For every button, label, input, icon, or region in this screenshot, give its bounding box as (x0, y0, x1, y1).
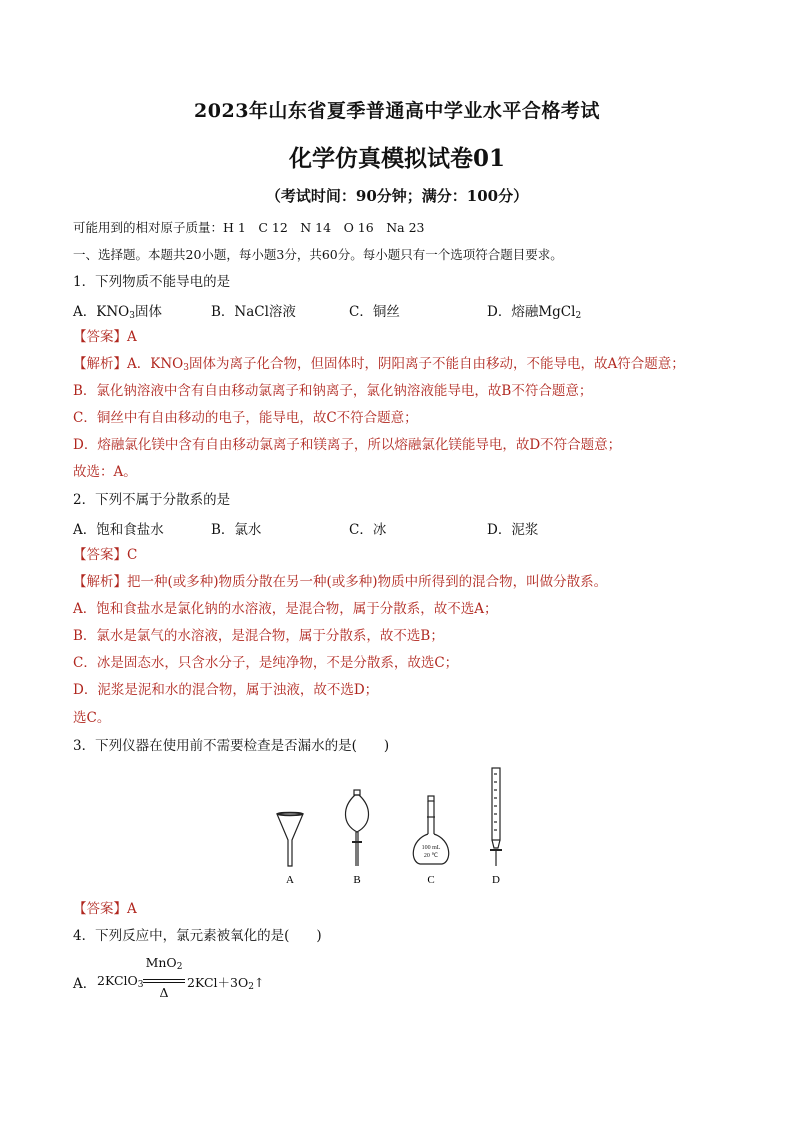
q4-heat-condition: Δ (159, 985, 169, 1000)
lab-apparatus-figure (270, 762, 520, 887)
q2-option-b: B．氯水 (211, 522, 262, 538)
q1-conclusion: 故选：A。 (73, 464, 137, 480)
q2-analysis-d: D．泥浆是泥和水的混合物，属于浊液，故不选D； (73, 682, 379, 698)
q4-stem: 4．下列反应中，氯元素被氧化的是( ) (73, 928, 322, 944)
q4-reactant: 2KClO$_3$ (97, 973, 144, 990)
q2-option-c: C．冰 (349, 522, 387, 538)
exam-info: （考试时间：90分钟；满分：100分） (265, 187, 529, 205)
q3-stem: 3．下列仪器在使用前不需要检查是否漏水的是( ) (73, 738, 390, 754)
q2-option-d: D．泥浆 (487, 522, 539, 538)
q1-stem: 1．下列物质不能导电的是 (73, 274, 231, 290)
flask-volume-label: 100 mL (421, 845, 441, 851)
q1-option-b: B．NaCl溶液 (211, 304, 296, 320)
paper-title: 化学仿真模拟试卷01 (288, 145, 505, 172)
q1-analysis-a: 【解析】A．$KNO_3$固体为离子化合物，但固体时，阴阳离子不能自由移动，不能导电，故A符合题意； (73, 356, 685, 373)
q4-option-a-equation (73, 955, 373, 1003)
q2-analysis-a: A．饱和食盐水是氯化钠的水溶液，是混合物，属于分散系，故不选A； (73, 601, 498, 617)
atomic-masses: 可能用到的相对原子质量：H 1 C 12 N 14 O 16 Na 23 (73, 220, 425, 235)
reaction-bar-bottom (143, 982, 185, 983)
q2-option-a: A．饱和食盐水 (73, 522, 164, 538)
figure-label-b: B (353, 874, 361, 886)
funnel-icon (277, 812, 303, 866)
q1-analysis-d: D．熔融氯化镁中含有自由移动氯离子和镁离子，所以熔融氯化镁能导电，故D不符合题意； (73, 437, 622, 453)
figure-label-a: A (286, 874, 294, 886)
volumetric-flask-icon (413, 796, 448, 864)
q1-analysis-c: C．铜丝中有自由移动的电子，能导电，故C不符合题意； (73, 410, 418, 426)
burette-icon (490, 768, 502, 866)
q2-analysis-b: B．氯水是氯气的水溶液，是混合物，属于分散系，故不选B； (73, 628, 444, 644)
q1-option-c: C．铜丝 (349, 304, 400, 320)
q1-answer: 【答案】A (73, 329, 137, 345)
q1-analysis-b: B．氯化钠溶液中含有自由移动氯离子和钠离子，氯化钠溶液能导电，故B不符合题意； (73, 383, 593, 399)
q4-catalyst: MnO$_2$ (145, 955, 183, 972)
separatory-funnel-icon (345, 790, 368, 866)
exam-title: 2023年山东省夏季普通高中学业水平合格考试 (194, 100, 600, 122)
q3-answer: 【答案】A (73, 901, 137, 917)
q4-products: $2KCl+3O_2↑$ (187, 975, 265, 992)
q2-analysis-c: C．冰是固态水，只含水分子，是纯净物，不是分散系，故选C； (73, 655, 459, 671)
section-intro: 一、选择题。本题共20小题，每小题3分，共60分。每小题只有一个选项符合题目要求。 (73, 247, 563, 262)
figure-label-c: C (427, 874, 435, 886)
q4-option-a-label: A． (73, 976, 97, 992)
q2-conclusion: 选C。 (73, 710, 111, 726)
q2-analysis-intro: 【解析】把一种(或多种)物质分散在另一种(或多种)物质中所得到的混合物，叫做分散系。 (73, 574, 608, 590)
q2-answer: 【答案】C (73, 547, 138, 563)
reaction-bar-top (143, 979, 185, 980)
figure-label-d: D (492, 874, 500, 886)
flask-temp-label: 20 ℃ (423, 853, 439, 859)
q2-stem: 2．下列不属于分散系的是 (73, 492, 231, 508)
q1-option-a: A．$KNO_3$固体 (73, 304, 162, 321)
q1-option-d: D．熔融MgCl$_2$ (487, 304, 582, 321)
